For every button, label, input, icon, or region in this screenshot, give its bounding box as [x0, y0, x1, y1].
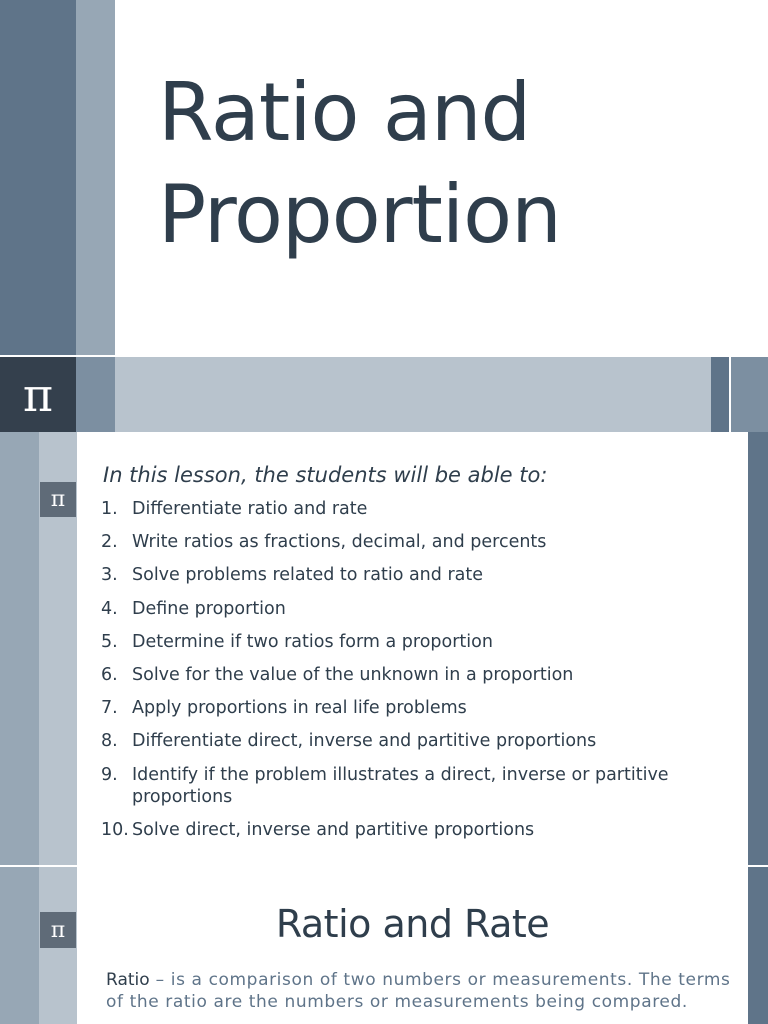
objective-number: 6.: [101, 664, 118, 685]
band-accent-right: [731, 357, 768, 432]
objective-text: Apply proportions in real life problems: [132, 698, 467, 719]
pi-icon: π: [22, 367, 54, 422]
objective-item: [101, 531, 741, 553]
objective-text: Write ratios as fractions, decimal, and percents: [132, 532, 547, 553]
ratio-definition-text: – is a comparison of two numbers or measurements. The terms of the ratio are the numbers or measurements being compared.: [106, 970, 731, 1012]
objective-text: Solve problems related to ratio and rate: [132, 565, 483, 586]
objective-item: [101, 819, 741, 841]
objective-number: 5.: [101, 631, 118, 652]
objective-text: Determine if two ratios form a proportion: [132, 631, 493, 652]
ratio-slide-right-bar: [748, 867, 768, 1024]
pi-icon: π: [40, 912, 76, 948]
slide-title-line2: Proportion: [158, 168, 561, 261]
ratio-slide-title: Ratio and Rate: [275, 902, 550, 946]
objective-number: 9.: [101, 764, 118, 785]
objective-item: [101, 697, 741, 719]
objectives-slide-left-bar: [0, 432, 39, 865]
objectives-heading: In this lesson, the students will be able to:: [103, 463, 548, 487]
objective-text: Define proportion: [132, 598, 286, 619]
title-slide-accent-bar: [76, 0, 115, 355]
objective-item: [101, 631, 741, 653]
slide-title: [158, 62, 758, 266]
ratio-definition: [106, 969, 731, 1013]
objective-item: [101, 664, 741, 686]
objective-number: 7.: [101, 698, 118, 719]
band-main: [115, 357, 711, 432]
objective-number: 8.: [101, 731, 118, 752]
ratio-slide-left-bar: [0, 867, 39, 1024]
objective-text: Solve direct, inverse and partitive proportions: [132, 819, 535, 840]
objective-number: 2.: [101, 532, 118, 553]
objective-item: [101, 564, 741, 586]
objectives-list: [101, 498, 741, 852]
objective-text: Solve for the value of the unknown in a proportion: [132, 664, 574, 685]
objectives-slide-right-bar: [748, 432, 768, 865]
objective-text: Identify if the problem illustrates a direct, inverse or partitive proportions: [132, 764, 669, 807]
objective-item: [101, 764, 741, 808]
objective-item: [101, 498, 741, 520]
slide-title-line1: Ratio and: [158, 66, 531, 159]
objective-item: [101, 730, 741, 752]
objective-text: Differentiate ratio and rate: [132, 499, 368, 519]
objective-number: 3.: [101, 565, 118, 586]
band-accent-dark: [711, 357, 729, 432]
pi-icon: π: [40, 482, 76, 517]
band-accent-left: [76, 357, 115, 432]
objective-item: [101, 598, 741, 620]
objective-text: Differentiate direct, inverse and partitive proportions: [132, 731, 597, 752]
objective-number: 1.: [101, 499, 118, 519]
objective-number: 4.: [101, 598, 118, 619]
title-slide-left-bar: [0, 0, 76, 355]
ratio-term: Ratio: [106, 970, 150, 990]
objective-number: 10.: [101, 819, 129, 840]
